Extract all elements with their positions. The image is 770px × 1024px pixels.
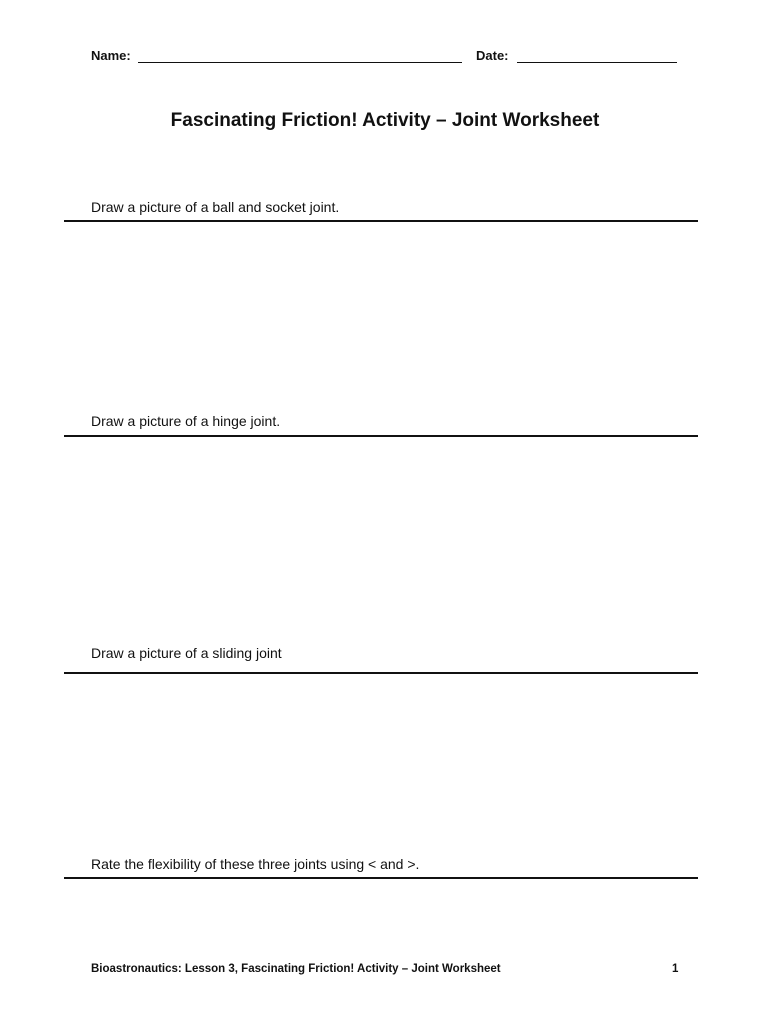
section-divider <box>64 877 698 879</box>
footer-text: Bioastronautics: Lesson 3, Fascinating Friction! Activity – Joint Worksheet <box>91 963 501 975</box>
date-label: Date: <box>476 48 509 63</box>
page-title: Fascinating Friction! Activity – Joint Worksheet <box>170 110 600 131</box>
name-label: Name: <box>91 48 131 63</box>
section-divider <box>64 672 698 674</box>
name-blank-line[interactable] <box>138 62 462 63</box>
prompt-rate-flexibility: Rate the flexibility of these three joints using < and >. <box>91 856 420 872</box>
section-divider <box>64 220 698 222</box>
prompt-hinge: Draw a picture of a hinge joint. <box>91 413 281 429</box>
prompt-sliding: Draw a picture of a sliding joint <box>91 645 282 661</box>
page-number: 1 <box>672 963 679 975</box>
date-blank-line[interactable] <box>517 62 677 63</box>
prompt-ball-socket: Draw a picture of a ball and socket joint. <box>91 199 340 215</box>
section-divider <box>64 435 698 437</box>
header-row <box>91 46 681 66</box>
